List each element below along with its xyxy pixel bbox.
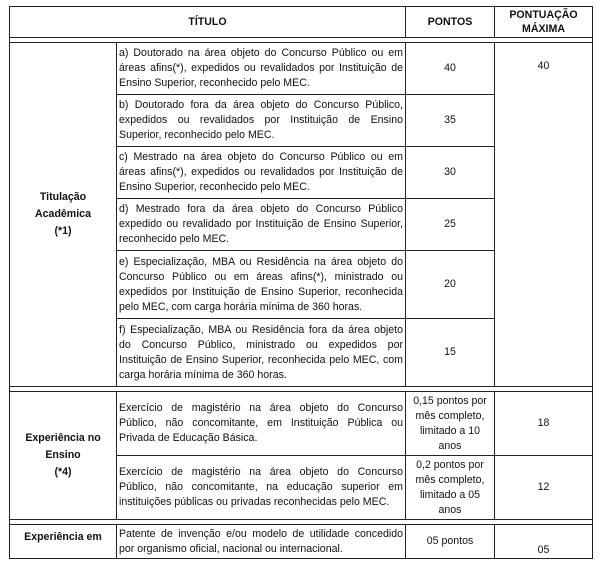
- category-experiencia-em: Experiência em: [10, 525, 117, 559]
- item-description: Exercício de magistério na área objeto do Concurso Público, não concomitante, em Instituição Pública ou Privada de Educação Básica.: [117, 392, 406, 456]
- item-description: a) Doutorado na área objeto do Concurso Público ou em áreas afins(*), expedidos ou revalidados por Instituição de Ensino Superior, reconhecido pelo MEC.: [117, 43, 406, 95]
- points-line: mês completo,: [415, 409, 485, 422]
- category-titulacao: [10, 43, 117, 387]
- table-row: [10, 43, 593, 95]
- item-description: c) Mestrado na área objeto do Concurso Público ou em áreas afins(*), expedidos ou revalidados por Instituição de Ensino Superior, reconhecido pelo MEC.: [117, 147, 406, 199]
- item-description: b) Doutorado fora da área objeto do Concurso Público, expedidos ou revalidados por Instituição de Ensino Superior, reconhecido pelo MEC.: [117, 95, 406, 147]
- points-line: mês completo,: [415, 473, 485, 486]
- item-points: 15: [406, 319, 495, 387]
- header-pontuacao-maxima: [495, 7, 593, 38]
- item-max-points: 12: [495, 456, 593, 520]
- category-experiencia-ensino-note: (*4): [54, 466, 72, 478]
- item-max-points: 05: [495, 525, 593, 559]
- item-description: d) Mestrado fora da área objeto do Concurso Público expedido ou revalidado por Instituição de Ensino Superior, reconhecido pelo MEC.: [117, 199, 406, 251]
- header-row: [10, 7, 593, 38]
- item-points: 30: [406, 147, 495, 199]
- points-line: limitado a 05: [419, 488, 481, 501]
- scoring-table: [9, 6, 593, 559]
- category-titulacao-label: Titulação Acadêmica: [35, 191, 91, 220]
- item-description: Patente de invenção e/ou modelo de utilidade concedido por organismo oficial, nacional ou internacional.: [117, 525, 406, 559]
- table-row: [10, 525, 593, 559]
- item-max-points: 18: [495, 392, 593, 456]
- titulacao-max-points: 40: [495, 43, 593, 387]
- item-points: 40: [406, 43, 495, 95]
- category-experiencia-ensino-label: Experiência no Ensino: [25, 432, 101, 461]
- item-points: [406, 456, 495, 520]
- item-points: 35: [406, 95, 495, 147]
- table-row: [10, 392, 593, 456]
- category-experiencia-ensino: [10, 392, 117, 520]
- item-description: f) Especialização, MBA ou Residência fora da área objeto do Concurso Público, ministrado ou expedidos por Instituição de Ensino Superior, reconhecida pelo MEC, com carga horária mínima de 360 horas.: [117, 319, 406, 387]
- header-pontuacao-line1: PONTUAÇÃO: [509, 9, 578, 21]
- points-line: limitado a 10: [419, 424, 481, 437]
- header-titulo: TÍTULO: [10, 7, 406, 38]
- category-titulacao-note: (*1): [54, 225, 72, 237]
- points-line: 0,2 pontos por: [416, 458, 484, 471]
- points-line: anos: [438, 503, 462, 516]
- header-pontos: PONTOS: [406, 7, 495, 38]
- points-line: anos: [438, 439, 462, 452]
- item-points: 25: [406, 199, 495, 251]
- header-pontuacao-line2: MÁXIMA: [522, 23, 565, 35]
- item-points: [406, 392, 495, 456]
- item-description: e) Especialização, MBA ou Residência na área objeto do Concurso Público ou em áreas afins(*), ministrado ou expedidos por Instituição de Ensino Superior, reconhecida pelo MEC, com carga horária mínima de 360 horas.: [117, 251, 406, 319]
- item-points: 20: [406, 251, 495, 319]
- points-line: 0,15 pontos por: [413, 394, 487, 407]
- item-points: 05 pontos: [406, 525, 495, 559]
- item-description: Exercício de magistério na área objeto do Concurso Público, não concomitante, na educação superior em instituições públicas ou privadas reconhecidas pelo MEC.: [117, 456, 406, 520]
